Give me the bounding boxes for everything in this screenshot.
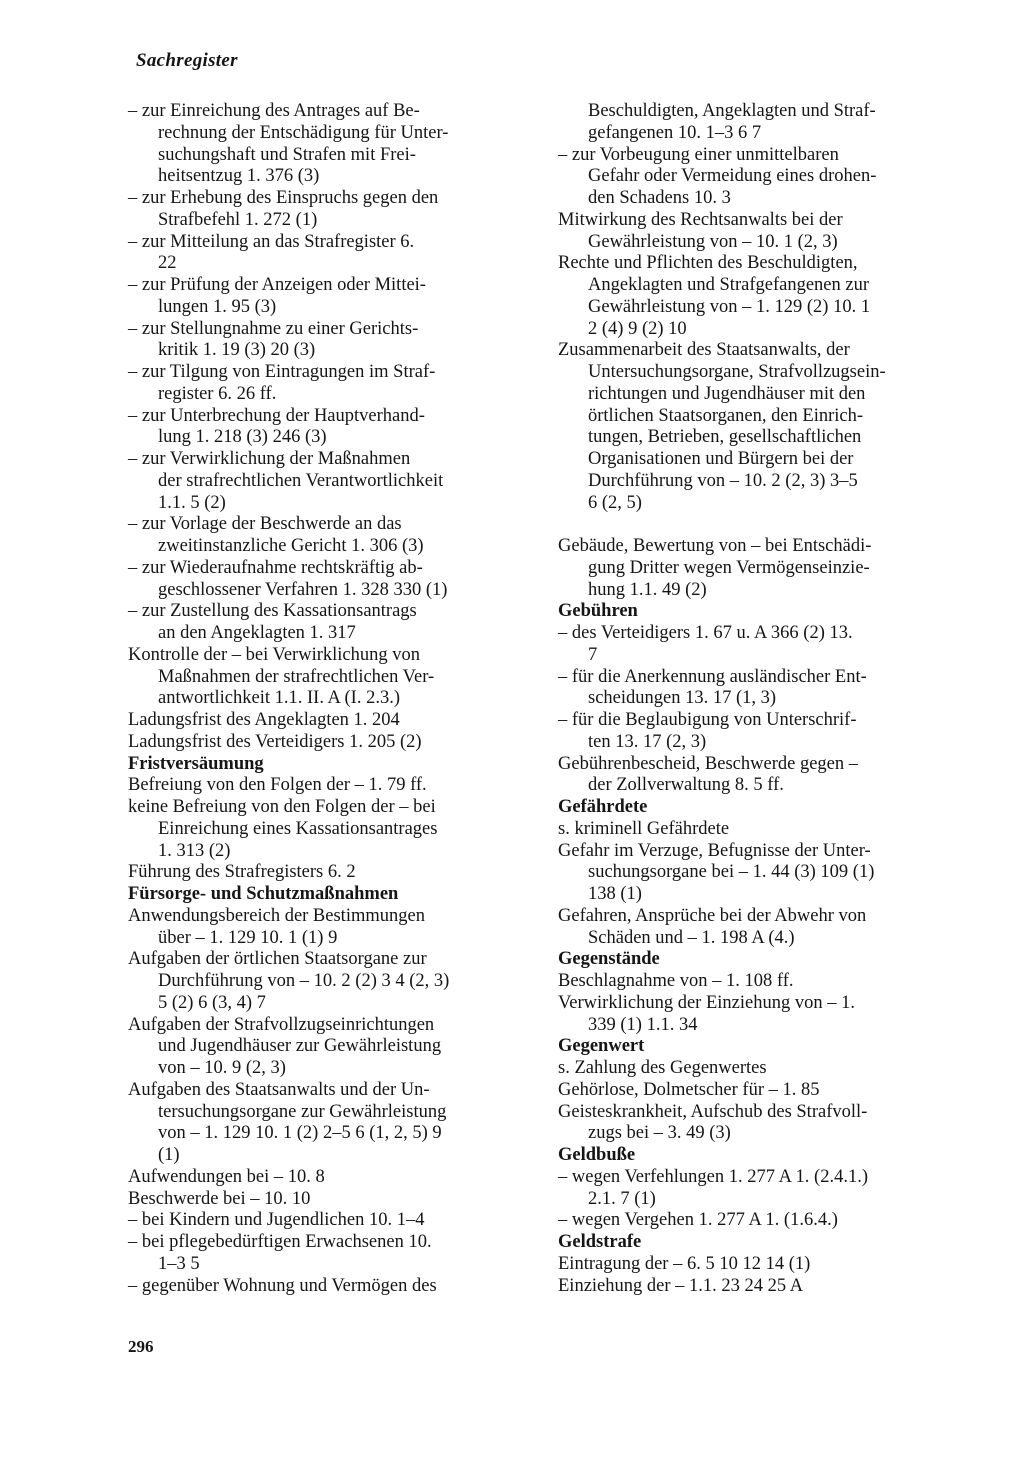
- index-line: Aufgaben der Strafvollzugseinrichtungen: [128, 1014, 435, 1035]
- index-line: Gewährleistung von – 10. 1 (2, 3): [588, 231, 838, 252]
- index-line: Befreiung von den Folgen der – 1. 79 ff.: [128, 775, 427, 796]
- index-line: 1. 313 (2): [158, 840, 231, 861]
- index-heading: Gegenwert: [558, 1036, 645, 1057]
- index-line: der strafrechtlichen Verantwortlichkeit: [158, 470, 444, 491]
- index-line: – zur Vorlage der Beschwerde an das: [128, 514, 402, 535]
- index-heading: Fristversäumung: [128, 753, 264, 774]
- index-line: Anwendungsbereich der Bestimmungen: [128, 905, 425, 926]
- index-line: keine Befreiung von den Folgen der – bei: [128, 797, 436, 817]
- index-line: (1): [158, 1145, 180, 1165]
- index-line: ten 13. 17 (2, 3): [588, 731, 707, 752]
- index-line: – zur Einreichung des Antrages auf Be-: [128, 101, 420, 121]
- index-heading: Gegenstände: [558, 949, 660, 970]
- index-line: Gehörlose, Dolmetscher für – 1. 85: [558, 1079, 820, 1100]
- index-line: Untersuchungsorgane, Strafvollzugsein-: [588, 362, 886, 382]
- index-line: Aufgaben des Staatsanwalts und der Un-: [128, 1079, 430, 1100]
- index-line: Beschlagnahme von – 1. 108 ff.: [558, 971, 794, 991]
- index-line: 1.1. 5 (2): [158, 492, 226, 513]
- index-line: Rechte und Pflichten des Beschuldigten,: [558, 253, 858, 274]
- index-line: – wegen Vergehen 1. 277 A 1. (1.6.4.): [558, 1210, 838, 1231]
- index-line: – zur Mitteilung an das Strafregister 6.: [128, 231, 415, 252]
- index-line: 5 (2) 6 (3, 4) 7: [158, 992, 266, 1013]
- index-line: scheidungen 13. 17 (1, 3): [588, 688, 777, 709]
- index-line: suchungshaft und Strafen mit Frei-: [158, 144, 416, 165]
- index-line: örtlichen Staatsorganen, den Einrich-: [588, 405, 864, 426]
- index-line: zugs bei – 3. 49 (3): [588, 1123, 731, 1144]
- index-line: Eintragung der – 6. 5 10 12 14 (1): [558, 1253, 811, 1274]
- index-heading: Fürsorge- und Schutzmaßnahmen: [128, 884, 399, 904]
- index-line: Verwirklichung der Einziehung von – 1.: [558, 992, 855, 1013]
- index-line: 6 (2, 5): [588, 492, 642, 513]
- index-line: suchungsorgane bei – 1. 44 (3) 109 (1): [588, 862, 875, 883]
- index-line: 138 (1): [588, 884, 642, 904]
- index-line: – zur Zustellung des Kassationsantrags: [128, 601, 417, 622]
- index-line: über – 1. 129 10. 1 (1) 9: [158, 927, 338, 948]
- index-line: – zur Verwirklichung der Maßnahmen: [128, 449, 411, 469]
- index-line: – zur Vorbeugung einer unmittelbaren: [558, 144, 839, 165]
- index-line: Schäden und – 1. 198 A (4.): [588, 927, 795, 948]
- index-line: Gebührenbescheid, Beschwerde gegen –: [558, 753, 858, 774]
- index-line: 1–3 5: [158, 1253, 200, 1274]
- index-line: lung 1. 218 (3) 246 (3): [158, 427, 327, 448]
- index-line: – zur Prüfung der Anzeigen oder Mittei-: [128, 275, 426, 295]
- index-line: register 6. 26 ff.: [158, 383, 277, 404]
- index-line: Strafbefehl 1. 272 (1): [158, 209, 318, 230]
- index-line: 7: [588, 644, 598, 665]
- index-line: Aufwendungen bei – 10. 8: [128, 1166, 325, 1187]
- index-heading: Gefährdete: [558, 797, 648, 817]
- index-line: an den Angeklagten 1. 317: [158, 623, 356, 643]
- index-line: Zusammenarbeit des Staatsanwalts, der: [558, 340, 850, 361]
- index-line: Einreichung eines Kassationsantrages: [158, 818, 438, 839]
- index-line: s. Zahlung des Gegenwertes: [558, 1058, 767, 1078]
- page-number: 296: [128, 1337, 154, 1356]
- index-line: und Jugendhäuser zur Gewährleistung: [158, 1036, 442, 1057]
- index-line: Beschuldigten, Angeklagten und Straf-: [588, 101, 876, 121]
- index-line: Angeklagten und Strafgefangenen zur: [588, 275, 869, 295]
- index-column-right: [558, 101, 966, 1297]
- index-line: – zur Unterbrechung der Hauptverhand-: [128, 405, 425, 426]
- index-line: Mitwirkung des Rechtsanwalts bei der: [558, 209, 843, 230]
- index-line: heitsentzug 1. 376 (3): [158, 166, 320, 187]
- index-line: – bei Kindern und Jugendlichen 10. 1–4: [128, 1210, 425, 1231]
- index-line: lungen 1. 95 (3): [158, 296, 277, 317]
- index-line: Gefahr oder Vermeidung eines drohen-: [588, 166, 877, 187]
- index-line: gung Dritter wegen Vermögenseinzie-: [588, 557, 870, 578]
- index-line: – zur Stellungnahme zu einer Gerichts-: [128, 318, 419, 339]
- index-line: Gefahren, Ansprüche bei der Abwehr von: [558, 905, 867, 926]
- index-line: 2 (4) 9 (2) 10: [588, 318, 687, 339]
- index-line: Aufgaben der örtlichen Staatsorgane zur: [128, 949, 427, 970]
- blank-line: [558, 514, 966, 536]
- index-heading: Geldbuße: [558, 1145, 636, 1165]
- index-line: tersuchungsorgane zur Gewährleistung: [158, 1101, 447, 1122]
- index-line: 339 (1) 1.1. 34: [588, 1014, 698, 1035]
- index-heading: Geldstrafe: [558, 1232, 642, 1252]
- index-column-left: [128, 101, 536, 1297]
- index-line: – des Verteidigers 1. 67 u. A 366 (2) 13.: [558, 623, 853, 643]
- index-line: – zur Tilgung von Eintragungen im Straf-: [128, 362, 436, 382]
- index-line: Durchführung von – 10. 2 (2) 3 4 (2, 3): [158, 971, 450, 991]
- index-line: Kontrolle der – bei Verwirklichung von: [128, 644, 420, 665]
- index-line: kritik 1. 19 (3) 20 (3): [158, 340, 316, 361]
- index-line: richtungen und Jugendhäuser mit den: [588, 383, 866, 404]
- index-line: Ladungsfrist des Angeklagten 1. 204: [128, 710, 400, 730]
- index-line: der Zollverwaltung 8. 5 ff.: [588, 775, 784, 796]
- index-line: von – 10. 9 (2, 3): [158, 1058, 286, 1078]
- index-line: Führung des Strafregisters 6. 2: [128, 862, 356, 883]
- index-line: Beschwerde bei – 10. 10: [128, 1188, 311, 1209]
- index-line: 2.1. 7 (1): [588, 1188, 656, 1209]
- index-line: rechnung der Entschädigung für Unter-: [158, 122, 449, 143]
- index-line: Ladungsfrist des Verteidigers 1. 205 (2): [128, 731, 422, 752]
- index-line: Durchführung von – 10. 2 (2, 3) 3–5: [588, 470, 858, 491]
- index-line: den Schadens 10. 3: [588, 188, 731, 208]
- index-line: hung 1.1. 49 (2): [588, 579, 707, 600]
- index-line: zweitinstanzliche Gericht 1. 306 (3): [158, 536, 424, 556]
- index-line: antwortlichkeit 1.1. II. A (I. 2.3.): [158, 688, 400, 709]
- index-line: geschlossener Verfahren 1. 328 330 (1): [158, 579, 448, 600]
- index-line: Organisationen und Bürgern bei der: [588, 449, 854, 469]
- index-line: Geisteskrankheit, Aufschub des Strafvoll-: [558, 1101, 868, 1122]
- index-line: von – 1. 129 10. 1 (2) 2–5 6 (1, 2, 5) 9: [158, 1123, 442, 1144]
- index-line: tungen, Betrieben, gesellschaftlichen: [588, 427, 862, 448]
- index-line: gefangenen 10. 1–3 6 7: [588, 122, 762, 143]
- index-line: Einziehung der – 1.1. 23 24 25 A: [558, 1275, 804, 1296]
- index-line: Gefahr im Verzuge, Befugnisse der Unter-: [558, 840, 871, 861]
- index-line: – zur Wiederaufnahme rechtskräftig ab-: [128, 557, 423, 578]
- index-line: Gewährleistung von – 1. 129 (2) 10. 1: [588, 296, 871, 317]
- index-heading: Gebühren: [558, 601, 638, 622]
- index-line: – zur Erhebung des Einspruchs gegen den: [128, 188, 439, 208]
- index-line: 22: [158, 253, 177, 274]
- index-line: – gegenüber Wohnung und Vermögen des: [128, 1275, 437, 1296]
- index-line: Maßnahmen der strafrechtlichen Ver-: [158, 666, 435, 687]
- index-line: – wegen Verfehlungen 1. 277 A 1. (2.4.1.): [558, 1166, 868, 1187]
- index-line: Gebäude, Bewertung von – bei Entschädi-: [558, 536, 872, 556]
- index-line: – für die Anerkennung ausländischer Ent-: [558, 666, 867, 687]
- running-head: Sachregister: [136, 50, 238, 71]
- index-line: s. kriminell Gefährdete: [558, 818, 730, 839]
- index-line: – bei pflegebedürftigen Erwachsenen 10.: [128, 1232, 432, 1252]
- index-line: – für die Beglaubigung von Unterschrif-: [558, 710, 857, 730]
